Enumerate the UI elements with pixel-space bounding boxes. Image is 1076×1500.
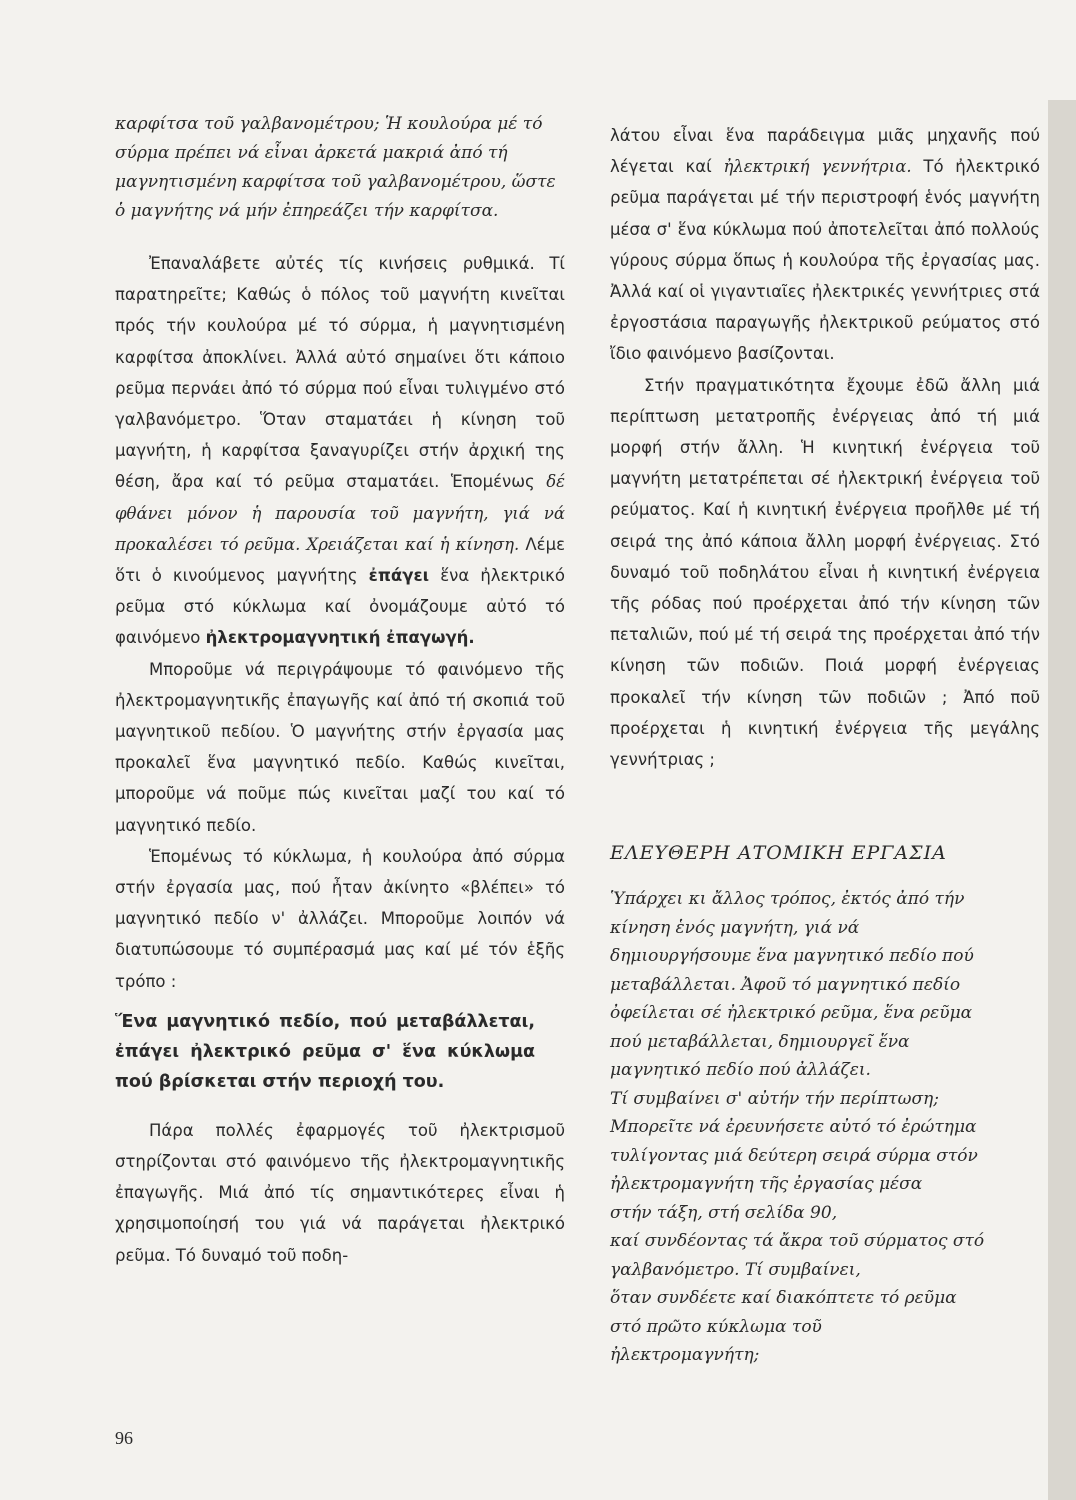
exercise-line-12: καί συνδέοντας τά ἄκρα τοῦ σύρματος στό xyxy=(610,1231,985,1251)
exercise-line-2: δημιουργήσουμε ἕνα μαγνητικό πεδίο πού xyxy=(610,946,974,966)
exercise-line-10: ἠλεκτρομαγνήτη τῆς ἐργασίας μέσα xyxy=(610,1174,923,1194)
exercise-line-13: γαλβανόμετρο. Τί συμβαίνει, xyxy=(610,1259,861,1280)
rule-statement: Ἕνα μαγνητικό πεδίο, πού μεταβάλλεται, ἐπάγει ἠλεκτρικό ρεῦμα σ' ἕνα κύκλωμα πού βρίσκεται στήν περιοχή του. xyxy=(115,1011,535,1092)
page-number: 96 xyxy=(115,1428,133,1448)
paragraph-3: Ἑπομένως τό κύκλωμα, ἡ κουλούρα ἀπό σύρμα στήν ἐργασία μας, πού ἦταν ἀκίνητο «βλέπει» τό μαγνητικό πεδίο ν' ἀλλάζει. Μποροῦμε λοιπόν νά διατυπώσουμε τό συμπέρασμά μας καί μέ τόν ἑξῆς τρόπο : xyxy=(115,846,565,991)
r-paragraph-2: Στήν πραγματικότητα ἔχουμε ἐδῶ ἄλλη μιά περίπτωση μετατροπῆς ἐνέργειας ἀπό τή μιά μορφή στήν ἄλλη. Ἡ κινητική ἐνέργεια τοῦ μαγνήτη μετατρέπεται σέ ἠλεκτρική ἐνέργεια τοῦ ρεύματος. Καί ἡ κινητική ἐνέργεια προῆλθε μέ τή σειρά της ἀπό κάποια ἄλλη μορφή ἐνέργειας. Στό δυναμό τοῦ ποδηλάτου εἶναι ἡ κινητική ἐνέργεια τῆς ρόδας πού προέρχεται ἀπό τήν κίνηση τῶν πεταλιῶν, πού μέ τή σειρά της προέρχεται ἀπό τήν κίνηση τῶν ποδιῶν. Ποιά μορφή ἐνέργειας προκαλεῖ τήν κίνηση τῶν ποδιῶν ; Ἀπό ποῦ προέρχεται ἡ κινητική ἐνέργεια τῆς μεγάλης γεννήτριας ; xyxy=(610,375,1040,770)
right-column xyxy=(610,120,1040,864)
paragraph-1 xyxy=(115,248,565,654)
p1-bold-term: ἠλεκτρομαγνητική ἐπαγωγή. xyxy=(205,628,475,648)
paragraph-2: Μποροῦμε νά περιγράψουμε τό φαινόμενο τῆς ἠλεκτρομαγνητικῆς ἐπαγωγῆς καί ἀπό τή σκοπιά τοῦ μαγνητικοῦ πεδίου. Ὁ μαγνήτης στήν ἐργασία μας προκαλεῖ ἕνα μαγνητικό πεδίο. Καθώς κινεῖται, μποροῦμε νά ποῦμε πώς κινεῖται μαζί του καί τό μαγνητικό πεδίο. xyxy=(115,659,565,835)
exercise-line-8: Μπορεῖτε νά ἐρευνήσετε αὐτό τό ἐρώτημα xyxy=(610,1117,977,1137)
p1-start: Ἐπαναλάβετε αὐτές τίς κινήσεις ρυθμικά. Τί παρατηρεῖτε; Καθώς ὁ πόλος τοῦ μαγνήτη κινεῖται πρός τήν κουλούρα μέ τό σύρμα, ἡ μαγνητισμένη καρφίτσα ἀποκλίνει. Ἀλλά αὐτό σημαίνει ὅτι κάποιο ρεῦμα περνάει ἀπό τό σύρμα πού εἶναι τυλιγμένο στό γαλβανόμετρο. Ὅταν σταματάει ἡ κίνηση τοῦ μαγνήτη, ἡ καρφίτσα ξαναγυρίζει στήν ἀρχική της θέση, ἄρα καί τό ρεῦμα σταματάει. Ἑπομένως xyxy=(115,254,565,492)
exercise-line-7: Τί συμβαίνει σ' αὐτήν τήν περίπτωση; xyxy=(610,1088,939,1109)
paragraph-4: Πάρα πολλές ἐφαρμογές τοῦ ἠλεκτρισμοῦ στηρίζονται στό φαινόμενο τῆς ἠλεκτρομαγνητικῆς ἐπαγωγῆς. Μιά ἀπό τίς σημαντικότερες εἶναι ἡ χρησιμοποίησή του γιά νά παράγεται ἠλεκτρικό ρεῦμα. Τό δυναμό τοῦ ποδη- xyxy=(115,1120,565,1265)
r-p1-cont: Τό ἠλεκτρικό ρεῦμα παράγεται μέ τήν περιστροφή ἑνός μαγνήτη μέσα σ' ἕνα κύκλωμα πού ἀποτελεῖται ἀπό πολλούς γύρους σύρμα ὅπως ἡ κουλούρα τῆς ἐργασίας μας. Ἀλλά καί οἱ γιγαντιαῖες ἠλεκτρικές γεννήτριες στά ἐργοστάσια παραγωγῆς ἠλεκτρικοῦ ρεύματος στό ἴδιο φαινόμενο βασίζονται. xyxy=(610,157,1040,364)
exercise-line-0: Ὑπάρχει κι ἄλλος τρόπος, ἐκτός ἀπό τήν xyxy=(610,889,965,909)
r-p1-start: λάτου εἶναι ἕνα παράδειγμα μιᾶς μηχανῆς πού λέγεται καί xyxy=(610,126,1040,177)
italic-intro: καρφίτσα τοῦ γαλβανομέτρου; Ἡ κουλούρα μέ τό σύρμα πρέπει νά εἶναι ἀρκετά μακριά ἀπό τή μαγνητισμένη καρφίτσα τοῦ γαλβανομέτρου, ὥστε ὁ μαγνήτης νά μήν ἐπηρεάζει τήν καρφίτσα. xyxy=(115,114,556,221)
r-paragraph-1 xyxy=(610,120,1040,370)
r-p1-italic: ἠλεκτρική γεννήτρια. xyxy=(723,157,912,177)
exercise-line-11: στήν τάξη, στή σελίδα 90, xyxy=(610,1202,838,1223)
exercise-line-16: ἠλεκτρομαγνήτη; xyxy=(610,1345,760,1365)
left-column xyxy=(115,110,565,1271)
p1-cont2: ἕνα ἠλεκτρικό ρεῦμα στό κύκλωμα καί ὀνομάζουμε αὐτό τό φαινόμενο xyxy=(115,566,566,648)
exercise-line-15: στό πρῶτο κύκλωμα τοῦ xyxy=(610,1316,822,1337)
exercise-box xyxy=(610,885,1050,1370)
exercise-heading: ΕΛΕΥΘΕΡΗ ΑΤΟΜΙΚΗ ΕΡΓΑΣΙΑ xyxy=(610,842,947,864)
exercise-line-1: κίνηση ἑνός μαγνήτη, γιά νά xyxy=(610,917,860,938)
exercise-line-5: πού μεταβάλλεται, δημιουργεῖ ἕνα xyxy=(610,1031,910,1052)
exercise-line-6: μαγνητικό πεδίο πού ἀλλάζει. xyxy=(610,1060,871,1080)
exercise-line-9: τυλίγοντας μιά δεύτερη σειρά σύρμα στόν xyxy=(610,1145,978,1166)
exercise-line-3: μεταβάλλεται. Ἀφοῦ τό μαγνητικό πεδίο xyxy=(610,974,961,995)
p1-cont: Λέμε ὅτι ὁ κινούμενος μαγνήτης xyxy=(115,534,566,586)
exercise-line-4: ὀφείλεται σέ ἠλεκτρικό ρεῦμα, ἕνα ρεῦμα xyxy=(610,1003,973,1023)
p1-bold-epagei: ἐπάγει xyxy=(368,566,430,586)
exercise-line-14: ὅταν συνδέετε καί διακόπτετε τό ρεῦμα xyxy=(610,1288,957,1308)
p1-italic: δέ φθάνει μόνον ἡ παρουσία τοῦ μαγνήτη, γιά νά προκαλέσει τό ρεῦμα. Χρειάζεται καί ἡ κίνηση. xyxy=(115,472,565,554)
exercise-section xyxy=(610,842,1040,864)
next-page-edge xyxy=(1048,100,1076,1500)
